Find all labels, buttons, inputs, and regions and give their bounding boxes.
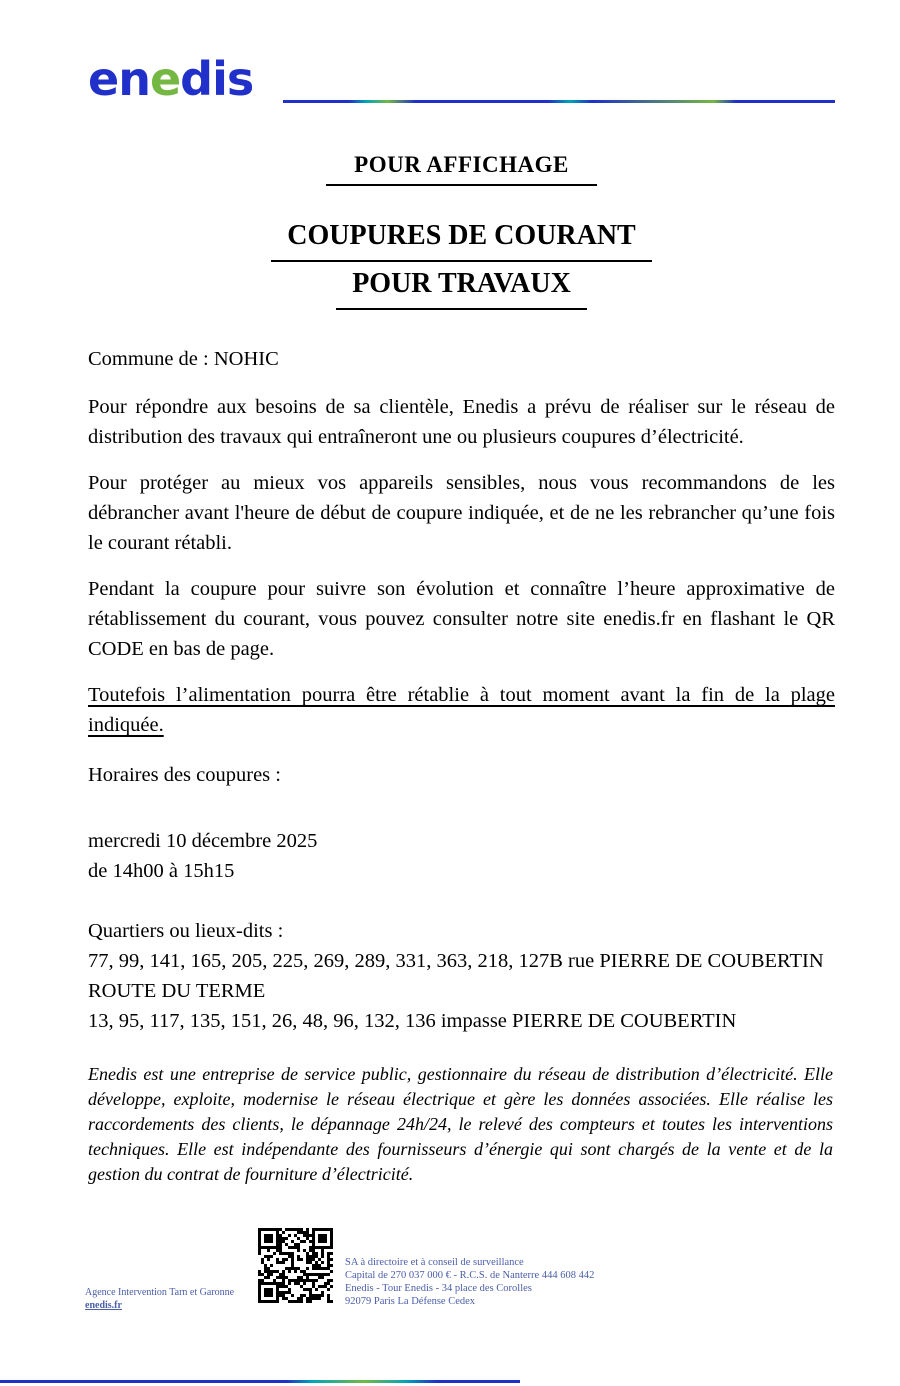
header-brand-row <box>88 52 835 114</box>
enedis-logo <box>88 52 835 106</box>
logo-text-right: dis <box>180 52 254 106</box>
paragraph-2: Pour protéger au mieux vos appareils sensibles, nous vous recommandons de les débrancher avant l'heure de début de coupure indiquée, et de ne les rebrancher qu’une fois le courant rétabli. <box>88 472 835 554</box>
title-line-1: COUPURES DE COURANT <box>271 220 651 262</box>
notice-body <box>88 344 835 1187</box>
address-line-1: 77, 99, 141, 165, 205, 225, 269, 289, 331, 363, 218, 127B rue PIERRE DE COUBERTIN <box>88 950 824 972</box>
quartiers-label: Quartiers ou lieux-dits : <box>88 920 284 942</box>
schedule-block <box>88 826 835 886</box>
about-enedis-paragraph: Enedis est une entreprise de service public, gestionnaire du réseau de distribution d’électricité. Elle développe, exploite, modernise le réseau électrique et gère les données associées. Elle réalise les raccordements des clients, le dépannage 24h/24, le relevé des compteurs et toutes les interventions techniques. Elle est indépendante des fournisseurs d’énergie qui sont chargés de la vente et de la gestion du contrat de fourniture d’électricité. <box>88 1064 833 1184</box>
paragraph-3: Pendant la coupure pour suivre son évolution et connaître l’heure approximative de rétablissement du courant, vous pouvez consulter notre site enedis.fr en flashant le QR CODE en bas de page. <box>88 578 835 660</box>
brand-gradient-line <box>283 100 835 103</box>
main-title <box>88 220 835 316</box>
qr-code <box>258 1228 333 1303</box>
footer-agency-name: Agence Intervention Tarn et Garonne <box>85 1287 235 1298</box>
address-line-3: 13, 95, 117, 135, 151, 26, 48, 96, 132, 136 impasse PIERRE DE COUBERTIN <box>88 1010 737 1032</box>
footer-company-line-1: SA à directoire et à conseil de surveillance <box>345 1257 524 1268</box>
horaires-label: Horaires des coupures : <box>88 764 281 786</box>
notice-underlined: Toutefois l’alimentation pourra être rétablie à tout moment avant la fin de la plage indiquée. <box>88 684 835 736</box>
title-line-2: POUR TRAVAUX <box>336 268 587 310</box>
affichage-heading: POUR AFFICHAGE <box>326 152 597 186</box>
commune-line: Commune de : NOHIC <box>88 348 279 370</box>
footer-company-line-2: Capital de 270 037 000 € - R.C.S. de Nanterre 444 608 442 <box>345 1270 595 1281</box>
footer-company-line-4: 92079 Paris La Défense Cedex <box>345 1296 476 1307</box>
logo-text-left: en <box>88 52 150 106</box>
footer-company-info <box>345 1256 594 1308</box>
schedule-time: de 14h00 à 15h15 <box>88 860 235 882</box>
address-line-2: ROUTE DU TERME <box>88 980 266 1002</box>
paragraph-1: Pour répondre aux besoins de sa clientèle, Enedis a prévu de réaliser sur le réseau de distribution des travaux qui entraîneront une ou plusieurs coupures d’électricité. <box>88 396 835 448</box>
schedule-date: mercredi 10 décembre 2025 <box>88 830 318 852</box>
bottom-gradient-line <box>0 1380 520 1383</box>
footer-company-line-3: Enedis - Tour Enedis - 34 place des Corolles <box>345 1283 532 1294</box>
logo-text-mid: e <box>149 52 181 106</box>
footer-agency-block <box>85 1286 234 1312</box>
enedis-fr-link[interactable]: enedis.fr <box>85 1300 122 1311</box>
